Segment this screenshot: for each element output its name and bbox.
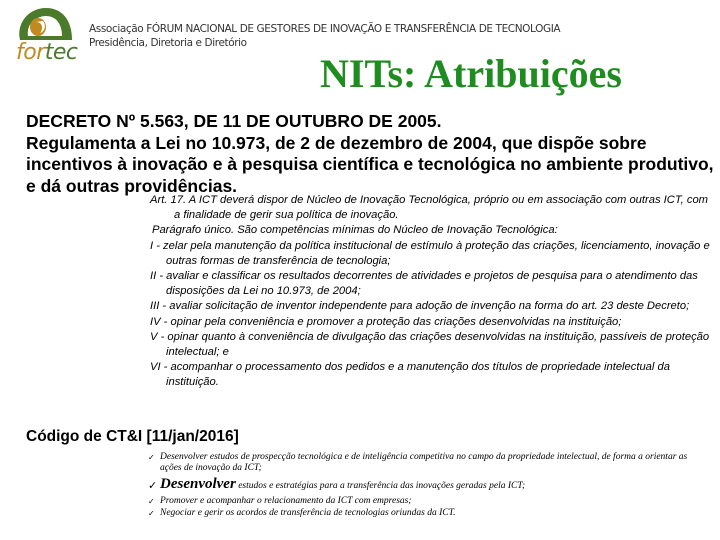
checklist-text: Negociar e gerir os acordos de transferência de tecnologias oriundas da ICT. (160, 508, 456, 518)
check-icon: ✓ (148, 479, 158, 492)
checklist-item (148, 476, 708, 494)
page-title: NITs: Atribuições (320, 51, 622, 96)
competencia-item: V - opinar quanto à conveniência de divulgação das criações desenvolvidas na instituição, passíveis de proteção intelectual; e (150, 330, 710, 359)
decreto-heading: DECRETO Nº 5.563, DE 11 DE OUTUBRO DE 2005. (26, 111, 442, 131)
article-17-block (150, 193, 710, 391)
checklist-item (148, 508, 708, 519)
checklist-item (148, 452, 708, 474)
check-icon: ✓ (148, 509, 155, 518)
decreto-summary: Regulamenta a Lei no 10.973, de 2 de dezembro de 2004, que dispõe sobre incentivos à inovação e à pesquisa científica e tecnológica no ambiente produtivo, e dá outras providências. (26, 132, 714, 196)
checklist-text: estudos e estratégias para a transferência das inovações geradas pela ICT; (235, 481, 526, 491)
checklist-text: Desenvolver estudos de prospecção tecnológica e de inteligência competitiva no campo da propriedade intelectual, de forma a orientar as ações de inovação da ICT; (160, 452, 688, 473)
check-icon: ✓ (148, 453, 155, 462)
codigo-checklist (148, 452, 708, 520)
association-header (89, 22, 560, 50)
competencia-item: IV - opinar pela conveniência e promover a proteção das criações desenvolvidas na instituição; (150, 315, 622, 328)
check-icon: ✓ (148, 497, 155, 506)
checklist-item (148, 496, 708, 507)
competencia-item: II - avaliar e classificar os resultados decorrentes de atividades e projetos de pesquisa para o atendimento das disposições da Lei no 10.973, de 2004; (150, 270, 698, 298)
association-subtitle: Presidência, Diretoria e Diretório (89, 37, 247, 49)
codigo-heading: Código de CT&I [11/jan/2016] (26, 428, 239, 445)
competencia-item: VI - acompanhar o processamento dos pedidos e a manutenção dos títulos de propriedade intelectual da instituição. (150, 361, 670, 389)
paragrafo-unico: Parágrafo único. São competências mínimas do Núcleo de Inovação Tecnológica: (152, 224, 558, 237)
association-name: Associação FÓRUM NACIONAL DE GESTORES DE INOVAÇÃO E TRANSFERÊNCIA DE TECNOLOGIA (89, 23, 561, 35)
fortec-logo (14, 6, 80, 76)
art-17-text: Art. 17. A ICT deverá dispor de Núcleo de Inovação Tecnológica, próprio ou em associação com outras ICT, com a finalidade de gerir sua política de inovação. (150, 194, 709, 222)
checklist-text: Promover e acompanhar o relacionamento da ICT com empresas; (160, 496, 412, 506)
fortec-logo-icon (14, 6, 74, 42)
logo-text-tec: tec (44, 40, 78, 65)
fortec-logo-text (16, 40, 78, 65)
competencia-item: I - zelar pela manutenção da política institucional de estímulo à proteção das criações, licenciamento, inovação e outras formas de transferência de tecnologia; (150, 239, 710, 267)
checklist-emphasis: Desenvolver (160, 476, 236, 492)
decreto-block (26, 111, 716, 197)
logo-text-for: for (16, 40, 45, 65)
competencia-item: III - avaliar solicitação de inventor independente para adoção de invenção na forma do art. 23 deste Decreto; (150, 300, 690, 313)
